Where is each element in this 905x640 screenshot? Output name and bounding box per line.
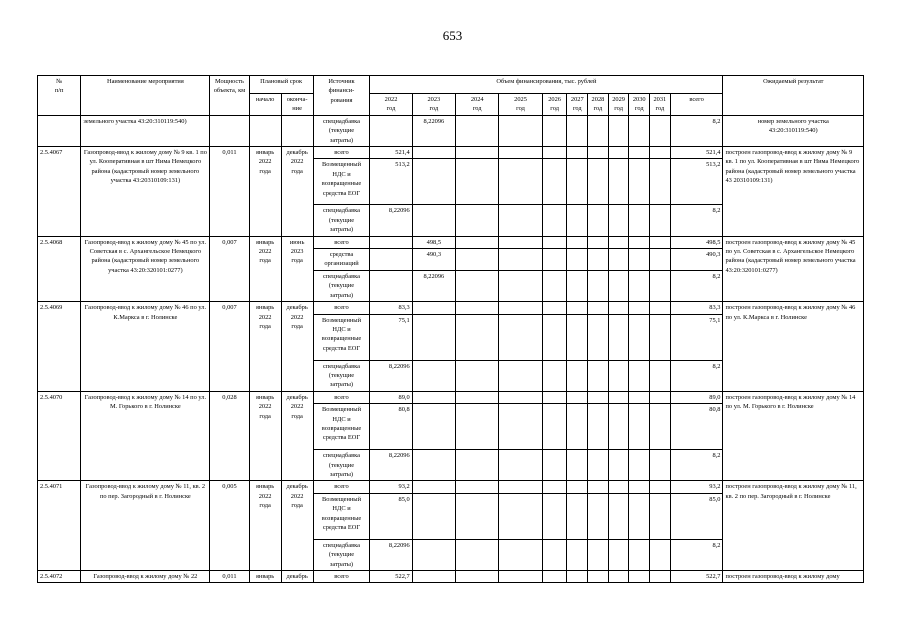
expected-result: построен газопровод-ввод к жилому дому № 9 кв. 1 по ул. Кооперативная в шт Нима Немецкого района (кадастровый номер земельного участка 43 20310109:131)	[723, 147, 864, 237]
value-empty	[499, 159, 542, 205]
value-2023	[412, 481, 455, 493]
value-empty	[567, 391, 588, 403]
value-empty	[588, 205, 609, 236]
funding-source: спецнадбавка (текущие затраты)	[313, 205, 370, 236]
value-empty	[499, 249, 542, 271]
value-empty	[542, 493, 567, 539]
term-start: январь 2022 года	[249, 391, 281, 481]
value-empty	[456, 302, 499, 314]
measure-capacity: 0,011	[210, 570, 249, 582]
value-empty	[588, 570, 609, 582]
value-empty	[588, 404, 609, 450]
value-2023	[412, 302, 455, 314]
value-empty	[608, 539, 629, 570]
value-2023	[412, 539, 455, 570]
measure-capacity: 0,011	[210, 147, 249, 237]
value-empty	[567, 302, 588, 314]
value-empty	[608, 159, 629, 205]
value-total: 83,3	[670, 302, 723, 314]
value-empty	[629, 147, 650, 159]
measure-name: Газопровод-ввод к жилому дому № 22	[81, 570, 210, 582]
value-empty	[608, 391, 629, 403]
value-empty	[456, 493, 499, 539]
value-empty	[542, 450, 567, 481]
table-row	[38, 391, 864, 403]
value-2022	[370, 270, 412, 301]
header-num: № п/п	[38, 76, 81, 116]
expected-result: построен газопровод-ввод к жилому дому № 45 по ул. Советская в с. Архангельское Немецкого района (кадастровый номер земельного участка 43:20:320101:0277)	[723, 236, 864, 301]
value-empty	[588, 391, 609, 403]
header-volume: Объем финансирования, тыс. рублей	[370, 76, 723, 94]
value-empty	[567, 481, 588, 493]
value-empty	[629, 159, 650, 205]
value-empty	[567, 314, 588, 360]
table-row	[38, 302, 864, 314]
value-2023	[412, 205, 455, 236]
value-empty	[499, 147, 542, 159]
funding-source: спецнадбавка (текущие затраты)	[313, 270, 370, 301]
value-total: 8,2	[670, 539, 723, 570]
header-capacity: Мощность объекта, км	[210, 76, 249, 116]
value-empty	[567, 493, 588, 539]
table-row	[38, 481, 864, 493]
value-2022: 85,0	[370, 493, 412, 539]
value-empty	[567, 539, 588, 570]
value-empty	[629, 481, 650, 493]
value-empty	[567, 147, 588, 159]
value-empty	[499, 236, 542, 248]
funding-source: спецнадбавка (текущие затраты)	[313, 539, 370, 570]
value-2023: 8,22096	[412, 270, 455, 301]
value-2023	[412, 360, 455, 391]
measure-num: 2.5.4067	[38, 147, 81, 237]
measure-num: 2.5.4069	[38, 302, 81, 392]
value-empty	[588, 539, 609, 570]
value-empty	[567, 249, 588, 271]
value-empty	[499, 302, 542, 314]
value-empty	[629, 314, 650, 360]
value-empty	[608, 205, 629, 236]
value-empty	[499, 450, 542, 481]
value-2023: 498,5	[412, 236, 455, 248]
value-total: 75,1	[670, 314, 723, 360]
value-empty	[650, 302, 671, 314]
measure-name: Газопровод-ввод к жилому дому № 45 по ул. Советская в с. Архангельское Немецкого района (кадастровый номер земельного участка 43:20:320101:0277)	[81, 236, 210, 301]
value-empty	[456, 570, 499, 582]
value-empty	[567, 450, 588, 481]
header-total: всего	[670, 94, 723, 116]
value-total: 498,5	[670, 236, 723, 248]
value-empty	[542, 302, 567, 314]
measure-name: Газопровод-ввод к жилому дому № 14 по ул. М. Горького в г. Нолинске	[81, 391, 210, 481]
value-empty	[567, 270, 588, 301]
value-2022: 513,2	[370, 159, 412, 205]
header-term-start: начало	[249, 94, 281, 116]
measure-name: Газопровод-ввод к жилому дому № 9 кв. 1 по ул. Кооперативная в шт Нима Немецкого района (кадастровый номер земельного участка 43:20310109:131)	[81, 147, 210, 237]
measure-name: земельного участка 43:20:310119:540)	[81, 115, 210, 146]
value-empty	[588, 270, 609, 301]
value-empty	[629, 391, 650, 403]
header-year: 2025 год	[499, 94, 542, 116]
header-year: 2028 год	[588, 94, 609, 116]
page-number: 653	[442, 28, 463, 43]
value-empty	[629, 450, 650, 481]
value-2022: 89,0	[370, 391, 412, 403]
term-end: июнь 2023 года	[281, 236, 313, 301]
value-empty	[499, 270, 542, 301]
term-start: январь	[249, 570, 281, 582]
value-total: 522,7	[670, 570, 723, 582]
value-2022: 75,1	[370, 314, 412, 360]
value-empty	[542, 314, 567, 360]
header-source: Источник финанси- рования	[313, 76, 370, 116]
value-empty	[608, 404, 629, 450]
table-row	[38, 115, 864, 146]
value-empty	[567, 205, 588, 236]
value-empty	[567, 570, 588, 582]
funding-source: спецнадбавка (текущие затраты)	[313, 450, 370, 481]
measure-capacity: 0,007	[210, 236, 249, 301]
value-empty	[588, 302, 609, 314]
value-empty	[456, 450, 499, 481]
value-empty	[456, 159, 499, 205]
value-empty	[608, 147, 629, 159]
value-empty	[542, 147, 567, 159]
value-empty	[650, 249, 671, 271]
value-empty	[650, 147, 671, 159]
value-empty	[542, 481, 567, 493]
value-empty	[456, 481, 499, 493]
funding-source: спецнадбавка (текущие затраты)	[313, 360, 370, 391]
value-empty	[650, 314, 671, 360]
value-total: 513,2	[670, 159, 723, 205]
value-empty	[608, 493, 629, 539]
value-empty	[650, 360, 671, 391]
funding-source: Возмещенный НДС и возвращенные средства ЕОГ	[313, 493, 370, 539]
value-empty	[456, 404, 499, 450]
value-empty	[456, 236, 499, 248]
funding-source: Возмещенный НДС и возвращенные средства ЕОГ	[313, 404, 370, 450]
value-empty	[588, 314, 609, 360]
value-empty	[499, 481, 542, 493]
value-empty	[588, 236, 609, 248]
value-empty	[650, 236, 671, 248]
value-empty	[629, 270, 650, 301]
header-year: 2023 год	[412, 94, 455, 116]
value-empty	[650, 404, 671, 450]
term-start: январь 2022 года	[249, 481, 281, 571]
value-empty	[567, 404, 588, 450]
value-empty	[456, 147, 499, 159]
value-empty	[629, 539, 650, 570]
value-empty	[588, 147, 609, 159]
measure-capacity: 0,007	[210, 302, 249, 392]
term-end: декабрь	[281, 570, 313, 582]
value-empty	[456, 539, 499, 570]
value-empty	[650, 539, 671, 570]
value-empty	[588, 493, 609, 539]
header-year: 2027 год	[567, 94, 588, 116]
value-2022: 8,22096	[370, 360, 412, 391]
value-empty	[650, 450, 671, 481]
value-2023	[412, 450, 455, 481]
measure-num: 2.5.4072	[38, 570, 81, 582]
value-empty	[608, 360, 629, 391]
header-year: 2026 год	[542, 94, 567, 116]
value-empty	[542, 236, 567, 248]
header-result: Ожидаемый результат	[723, 76, 864, 116]
value-empty	[629, 302, 650, 314]
value-empty	[567, 360, 588, 391]
value-empty	[542, 570, 567, 582]
expected-result: построен газопровод-ввод к жилому дому	[723, 570, 864, 582]
term-start: январь 2022 года	[249, 147, 281, 237]
funding-source: средства организаций	[313, 249, 370, 271]
value-empty	[629, 360, 650, 391]
value-empty	[588, 360, 609, 391]
value-empty	[629, 205, 650, 236]
value-2022: 8,22096	[370, 539, 412, 570]
term-start: январь 2022 года	[249, 236, 281, 301]
value-empty	[542, 404, 567, 450]
value-empty	[608, 481, 629, 493]
value-empty	[608, 270, 629, 301]
term-end: декабрь 2022 года	[281, 391, 313, 481]
funding-source: Возмещенный НДС и возвращенные средства ЕОГ	[313, 159, 370, 205]
measure-name: Газопровод-ввод к жилому дому № 46 по ул. К.Маркса в г. Нолинске	[81, 302, 210, 392]
value-total: 490,3	[670, 249, 723, 271]
value-empty	[542, 205, 567, 236]
expected-result: построен газопровод-ввод к жилому дому № 14 по ул. М. Горького в г. Нолинске	[723, 391, 864, 481]
value-empty	[650, 270, 671, 301]
value-2023: 8,22096	[412, 115, 455, 146]
value-total: 89,0	[670, 391, 723, 403]
expected-result: построен газопровод-ввод к жилому дому № 46 по ул. К.Маркса в г. Нолинске	[723, 302, 864, 392]
header-term-end: оконча- ние	[281, 94, 313, 116]
value-total: 85,0	[670, 493, 723, 539]
funding-source: всего	[313, 481, 370, 493]
value-empty	[456, 249, 499, 271]
header-name: Наименование мероприятия	[81, 76, 210, 116]
term-start: январь 2022 года	[249, 302, 281, 392]
value-empty	[588, 159, 609, 205]
term-end: декабрь 2022 года	[281, 147, 313, 237]
funding-source: всего	[313, 391, 370, 403]
value-empty	[608, 302, 629, 314]
value-empty	[608, 450, 629, 481]
value-empty	[650, 570, 671, 582]
funding-source: всего	[313, 236, 370, 248]
value-empty	[542, 391, 567, 403]
value-2023	[412, 391, 455, 403]
value-empty	[629, 570, 650, 582]
value-empty	[608, 249, 629, 271]
value-2022: 93,2	[370, 481, 412, 493]
table-row	[38, 147, 864, 159]
value-empty	[567, 159, 588, 205]
value-2023	[412, 159, 455, 205]
value-empty	[608, 236, 629, 248]
value-total: 8,2	[670, 360, 723, 391]
measure-name: Газопровод-ввод к жилому дому № 11, кв. 2 по пер. Загородный в г. Нолинске	[81, 481, 210, 571]
value-2022: 83,3	[370, 302, 412, 314]
value-empty	[650, 481, 671, 493]
value-2023	[412, 493, 455, 539]
value-2022: 522,7	[370, 570, 412, 582]
funding-source: Возмещенный НДС и возвращенные средства ЕОГ	[313, 314, 370, 360]
value-empty	[629, 404, 650, 450]
funding-source: всего	[313, 570, 370, 582]
header-year: 2024 год	[456, 94, 499, 116]
value-empty	[456, 314, 499, 360]
value-empty	[650, 159, 671, 205]
value-empty	[542, 360, 567, 391]
header-year: 2030 год	[629, 94, 650, 116]
term-end: декабрь 2022 года	[281, 481, 313, 571]
value-empty	[456, 270, 499, 301]
value-total: 8,2	[670, 450, 723, 481]
value-total: 8,2	[670, 115, 723, 146]
value-empty	[542, 539, 567, 570]
financing-table	[37, 75, 864, 583]
value-total: 8,2	[670, 205, 723, 236]
value-empty	[608, 570, 629, 582]
value-empty	[542, 249, 567, 271]
value-empty	[588, 249, 609, 271]
value-total: 80,8	[670, 404, 723, 450]
table-row	[38, 570, 864, 582]
header-year: 2029 год	[608, 94, 629, 116]
value-empty	[608, 314, 629, 360]
funding-source: всего	[313, 302, 370, 314]
value-empty	[650, 493, 671, 539]
value-2023	[412, 147, 455, 159]
value-empty	[499, 570, 542, 582]
expected-result: номер земельного участка 43:20:310119:540)	[723, 115, 864, 146]
value-total: 521,4	[670, 147, 723, 159]
value-2022: 80,8	[370, 404, 412, 450]
value-empty	[588, 450, 609, 481]
header-year: 2022 год	[370, 94, 412, 116]
value-empty	[542, 270, 567, 301]
value-2023	[412, 404, 455, 450]
value-2022	[370, 249, 412, 271]
value-empty	[650, 205, 671, 236]
value-2022: 8,22096	[370, 450, 412, 481]
value-empty	[499, 404, 542, 450]
value-2022: 521,4	[370, 147, 412, 159]
value-empty	[499, 314, 542, 360]
value-total: 93,2	[670, 481, 723, 493]
value-empty	[499, 205, 542, 236]
header-year: 2031 год	[650, 94, 671, 116]
value-empty	[629, 249, 650, 271]
value-empty	[456, 360, 499, 391]
value-2023: 490,3	[412, 249, 455, 271]
value-empty	[567, 236, 588, 248]
value-empty	[629, 493, 650, 539]
measure-num: 2.5.4071	[38, 481, 81, 571]
value-empty	[588, 481, 609, 493]
value-empty	[629, 236, 650, 248]
value-empty	[650, 391, 671, 403]
value-2022: 8,22096	[370, 205, 412, 236]
measure-num: 2.5.4068	[38, 236, 81, 301]
value-empty	[456, 391, 499, 403]
value-2023	[412, 314, 455, 360]
value-empty	[499, 391, 542, 403]
measure-num: 2.5.4070	[38, 391, 81, 481]
value-2023	[412, 570, 455, 582]
expected-result: построен газопровод-ввод к жилому дому № 11, кв. 2 по пер. Загородный в г. Нолинске	[723, 481, 864, 571]
value-2022	[370, 236, 412, 248]
funding-source: всего	[313, 147, 370, 159]
funding-source: спецнадбавка (текущие затраты)	[313, 115, 370, 146]
value-total: 8,2	[670, 270, 723, 301]
term-end: декабрь 2022 года	[281, 302, 313, 392]
value-empty	[499, 539, 542, 570]
value-empty	[499, 493, 542, 539]
value-empty	[542, 159, 567, 205]
value-empty	[499, 360, 542, 391]
measure-capacity: 0,028	[210, 391, 249, 481]
value-empty	[456, 205, 499, 236]
table-row	[38, 236, 864, 248]
measure-capacity: 0,005	[210, 481, 249, 571]
header-term: Плановый срок	[249, 76, 313, 94]
